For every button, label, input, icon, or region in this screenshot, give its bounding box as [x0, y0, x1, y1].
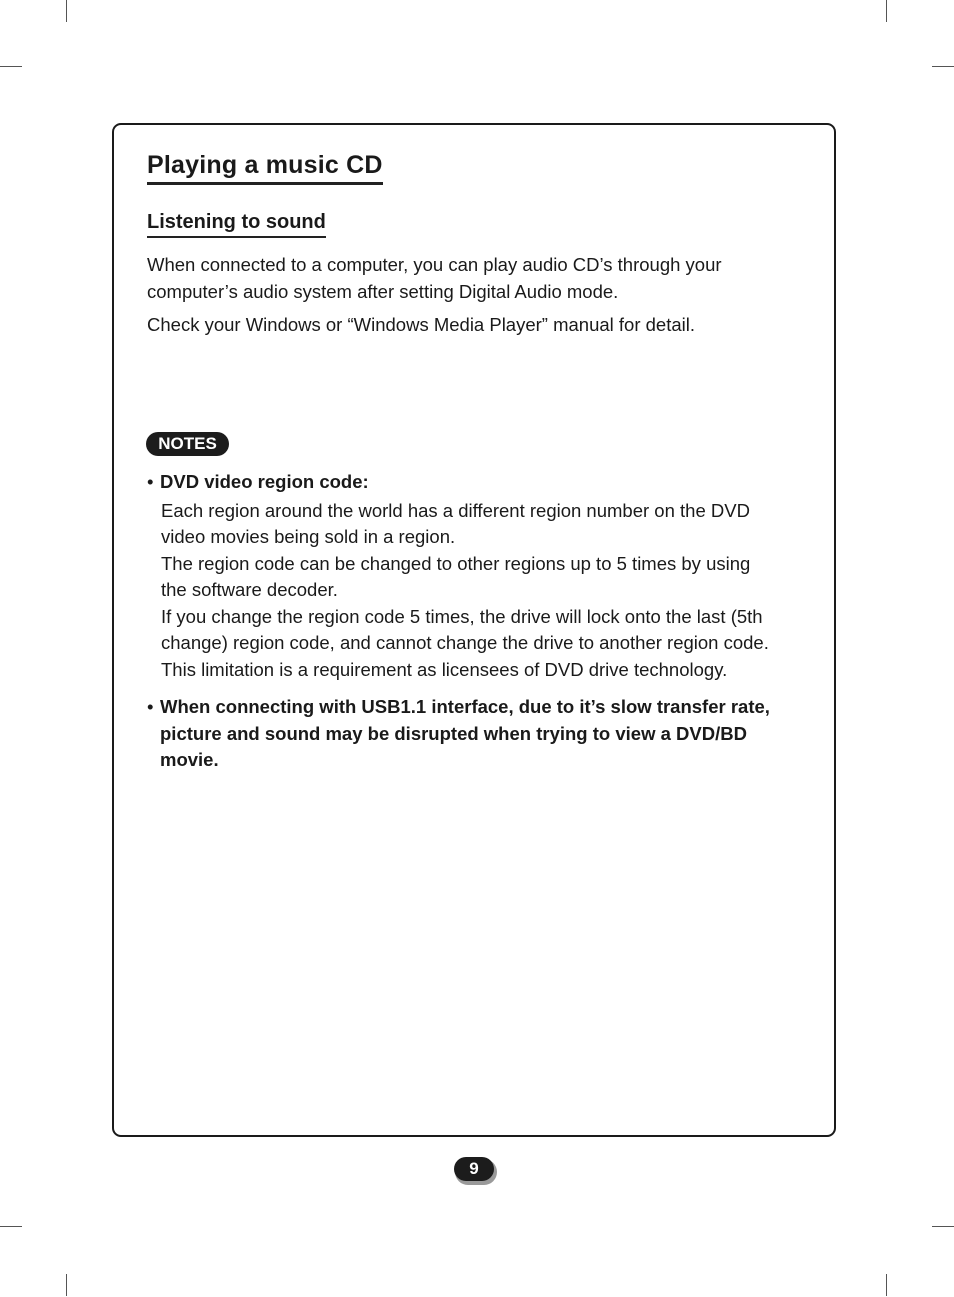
- page-title: Playing a music CD: [147, 150, 383, 185]
- crop-mark: [886, 1274, 887, 1296]
- bullet: •: [147, 696, 154, 717]
- note-usb: [147, 694, 807, 774]
- note-line: This limitation is a requirement as licensees of DVD drive technology.: [161, 658, 728, 680]
- note-line: change) region code, and cannot change the drive to another region code.: [161, 632, 769, 653]
- bullet: •: [147, 471, 154, 492]
- note-line: the software decoder.: [161, 579, 338, 600]
- crop-mark: [932, 1226, 954, 1227]
- note-region-code: [147, 469, 807, 683]
- note-body: [161, 498, 807, 684]
- notes-badge: NOTES: [146, 432, 229, 456]
- note-line: When connecting with USB1.1 interface, due to it’s slow transfer rate,: [160, 696, 770, 717]
- section-heading: Listening to sound: [147, 210, 326, 238]
- note-heading: DVD video region code:: [160, 471, 369, 492]
- detail-paragraph: Check your Windows or “Windows Media Player” manual for detail.: [147, 314, 696, 335]
- page-number-badge: [454, 1157, 496, 1184]
- crop-mark: [932, 66, 954, 67]
- note-line: If you change the region code 5 times, the drive will lock onto the last (5th: [161, 605, 763, 627]
- note-line: Each region around the world has a different region number on the DVD: [161, 499, 750, 521]
- note-line: video movies being sold in a region.: [161, 526, 456, 547]
- note-line: The region code can be changed to other regions up to 5 times by using: [161, 552, 751, 574]
- note-body: [160, 694, 807, 774]
- crop-mark: [886, 0, 887, 22]
- note-line: picture and sound may be disrupted when trying to view a DVD/BD: [160, 722, 747, 744]
- page-number: 9: [454, 1157, 494, 1181]
- intro-paragraph: When connected to a computer, you can play audio CD’s through your computer’s audio system after setting Digital Audio mode.: [147, 254, 722, 302]
- crop-mark: [0, 1226, 22, 1227]
- crop-mark: [0, 66, 22, 67]
- note-line: movie.: [160, 749, 219, 770]
- crop-mark: [66, 1274, 67, 1296]
- crop-mark: [66, 0, 67, 22]
